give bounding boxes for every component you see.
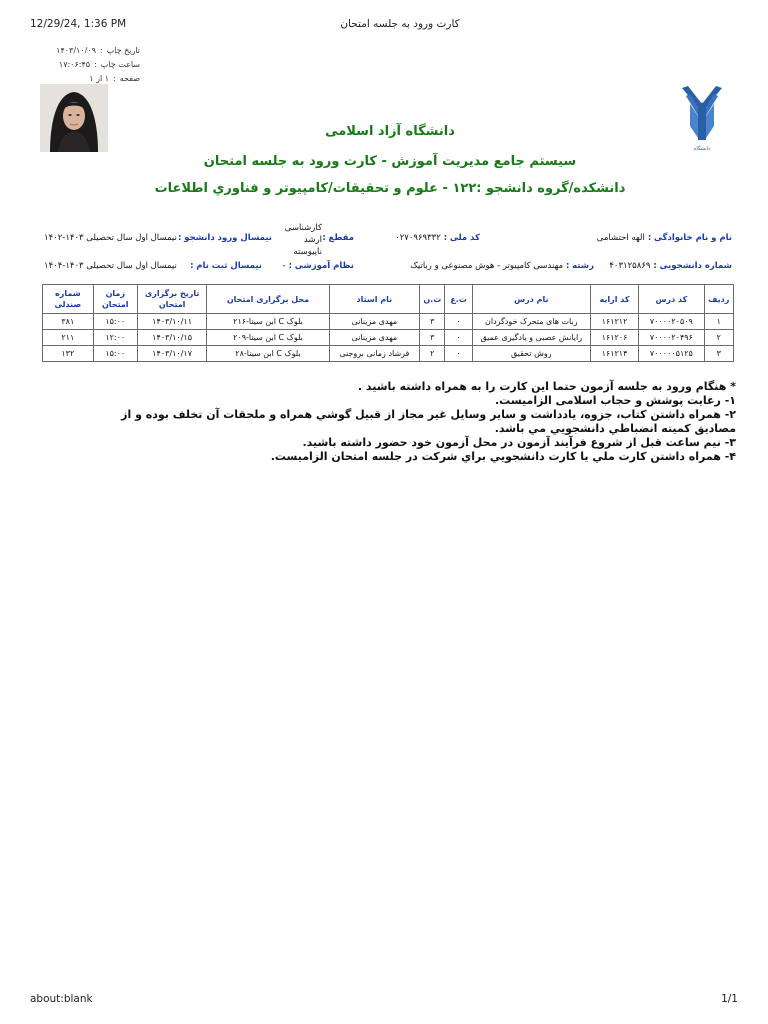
entry-term-value: نیمسال اول سال تحصیلی ۱۴۰۳-۱۴۰۲ bbox=[44, 233, 177, 243]
table-row bbox=[43, 346, 734, 362]
university-logo bbox=[680, 82, 724, 156]
print-date-row: تاریخ چاپ : ۱۴۰۳/۱۰/۰۹ bbox=[40, 44, 140, 58]
cell-exam-time: ۱۵:۰۰ bbox=[93, 346, 137, 362]
cell-practical-units: ۰ bbox=[445, 346, 472, 362]
print-date-label: تاریخ چاپ bbox=[106, 46, 140, 55]
level-value: کارشناسی ارشد ناپیوسته bbox=[284, 223, 322, 257]
cell-theory-units: ۳ bbox=[420, 330, 445, 346]
cell-row-no: ۱ bbox=[704, 314, 733, 330]
student-no-field: شماره دانشجویی : ۴۰۳۱۲۵۸۶۹ bbox=[609, 261, 732, 271]
cell-offer-code: ۱۶۱۲۰۶ bbox=[590, 330, 638, 346]
system-title: سیستم جامع مدیریت آموزش - کارت ورود به جلسه امتحان bbox=[203, 154, 577, 169]
cell-exam-time: ۱۵:۰۰ bbox=[93, 314, 137, 330]
rule-item: ۱- رعایت پوشش و حجاب اسلامی الزامیست. bbox=[495, 394, 736, 407]
cell-row-no: ۳ bbox=[704, 346, 733, 362]
cell-theory-units: ۳ bbox=[420, 314, 445, 330]
print-page-title: کارت ورود به جلسه امتحان bbox=[340, 18, 460, 30]
reg-term-label: نیمسال ثبت نام bbox=[196, 261, 262, 271]
cell-exam-date: ۱۴۰۳/۱۰/۱۱ bbox=[137, 314, 207, 330]
edu-system-label: نظام آموزشی bbox=[294, 261, 354, 271]
edu-system-value: - bbox=[282, 261, 286, 271]
print-url: about:blank bbox=[30, 993, 93, 1005]
cell-course-code: ۷۰۰۰۰۲۰۴۹۶ bbox=[639, 330, 704, 346]
student-no-value: ۴۰۳۱۲۵۸۶۹ bbox=[609, 261, 651, 271]
cell-exam-location: بلوک C ابن سینا-۲۱۶ bbox=[207, 314, 329, 330]
rule-item: ۴- همراه داشتن کارت ملي یا کارت دانشجويي براي شرکت در جلسه امتحان الزامیست. bbox=[270, 450, 736, 463]
cell-theory-units: ۲ bbox=[420, 346, 445, 362]
col-header-row-no: ردیف bbox=[704, 285, 733, 314]
cell-practical-units: ۰ bbox=[445, 314, 472, 330]
col-header-theory-units: ت.ن bbox=[420, 285, 445, 314]
print-datetime: 12/29/24, 1:36 PM bbox=[30, 18, 127, 30]
exam-rules bbox=[80, 380, 736, 464]
page-count-value: ۱ از ۱ bbox=[89, 74, 109, 83]
cell-exam-location: بلوک C ابن سینا-۲۸ bbox=[207, 346, 329, 362]
print-meta bbox=[40, 44, 140, 86]
national-code-label: کد ملی bbox=[449, 233, 480, 243]
col-header-seat-no: شماره صندلی bbox=[43, 285, 94, 314]
print-time-label: ساعت چاپ bbox=[100, 60, 140, 69]
cell-course-code: ۷۰۰۰۰۲۰۵۰۹ bbox=[639, 314, 704, 330]
col-header-exam-date: تاریخ برگزاری امتحان bbox=[137, 285, 207, 314]
page-count-row: صفحه : ۱ از ۱ bbox=[40, 72, 140, 86]
col-header-offer-code: کد ارایه bbox=[590, 285, 638, 314]
col-header-instructor: نام استاد bbox=[329, 285, 420, 314]
major-label: رشته bbox=[572, 261, 594, 271]
student-photo bbox=[40, 84, 108, 152]
exam-table bbox=[42, 284, 734, 362]
cell-course-name: ربات های متحرک خودگردان bbox=[472, 314, 590, 330]
national-code-value: ۰۲۷۰۹۶۹۳۳۲ bbox=[395, 233, 441, 243]
cell-offer-code: ۱۶۱۲۱۴ bbox=[590, 346, 638, 362]
print-date-value: ۱۴۰۳/۱۰/۰۹ bbox=[56, 46, 96, 55]
cell-exam-time: ۱۲:۰۰ bbox=[93, 330, 137, 346]
faculty-title: دانشکده/گروه دانشجو :۱۲۲ - علوم و تحقیقات/کامپیوتر و فناوري اطلاعات bbox=[154, 181, 626, 196]
level-label: مقطع bbox=[328, 233, 354, 243]
entry-term-label: نیمسال ورود دانشجو bbox=[184, 233, 272, 243]
print-time-value: ۱۷:۰۶:۴۵ bbox=[58, 60, 91, 69]
col-header-course-code: کد درس bbox=[639, 285, 704, 314]
edu-system-field: نظام آموزشی : - bbox=[282, 261, 354, 271]
svg-text:دانشگاه: دانشگاه bbox=[693, 146, 711, 152]
cell-instructor: فرشاد زمانی بروجنی bbox=[329, 346, 420, 362]
cell-seat-no: ۱۳۲ bbox=[43, 346, 94, 362]
name-field: نام و نام خانوادگی : الهه احتشامی bbox=[596, 233, 732, 243]
col-header-practical-units: ت.ع bbox=[445, 285, 472, 314]
cell-exam-location: بلوک C ابن سینا-۲۰۹ bbox=[207, 330, 329, 346]
print-page-number: 1/1 bbox=[721, 993, 738, 1005]
print-time-row: ساعت چاپ : ۱۷:۰۶:۴۵ bbox=[40, 58, 140, 72]
student-no-label: شماره دانشجویی bbox=[659, 261, 732, 271]
rule-item: ۳- نیم ساعت قبل از شروع فرآیند آزمون در محل آزمون خود حضور داشته باشید. bbox=[302, 436, 736, 449]
cell-row-no: ۲ bbox=[704, 330, 733, 346]
major-field: رشته : مهندسی کامپیوتر - هوش مصنوعی و رباتیک bbox=[410, 261, 594, 271]
table-header-row bbox=[43, 285, 734, 314]
cell-offer-code: ۱۶۱۲۱۲ bbox=[590, 314, 638, 330]
national-code-field: کد ملی : ۰۲۷۰۹۶۹۳۳۲ bbox=[395, 233, 480, 243]
col-header-exam-time: زمان امتحان bbox=[93, 285, 137, 314]
rule-item: * هنگام ورود به جلسه آزمون حتما این کارت را به همراه داشته باشید . bbox=[357, 380, 736, 393]
cell-instructor: مهدی مزینانی bbox=[329, 314, 420, 330]
col-header-exam-location: محل برگزاری امتحان bbox=[207, 285, 329, 314]
cell-seat-no: ۳۸۱ bbox=[43, 314, 94, 330]
cell-course-code: ۷۰۰۰۰۰۵۱۲۵ bbox=[639, 346, 704, 362]
reg-term-label-wrap: نیمسال ثبت نام : bbox=[190, 261, 262, 271]
table-row bbox=[43, 330, 734, 346]
cell-exam-date: ۱۴۰۳/۱۰/۱۷ bbox=[137, 346, 207, 362]
cell-exam-date: ۱۴۰۳/۱۰/۱۵ bbox=[137, 330, 207, 346]
cell-course-name: روش تحقیق bbox=[472, 346, 590, 362]
name-label: نام و نام خانوادگی bbox=[653, 233, 732, 243]
cell-practical-units: ۰ bbox=[445, 330, 472, 346]
university-title: دانشگاه آزاد اسلامی bbox=[325, 124, 455, 139]
name-value: الهه احتشامی bbox=[596, 233, 645, 243]
rule-item: ۲- همراه داشتن کتاب، جزوه، یادداشت و سایر وسایل غیر مجاز از قبیل گوشي همراه و ملحقات آن تخلف بوده و از مصادیق کمیته انضباطي دانشجويي مي باشد. bbox=[121, 408, 736, 435]
major-value: مهندسی کامپیوتر - هوش مصنوعی و رباتیک bbox=[410, 261, 564, 271]
cell-seat-no: ۲۱۱ bbox=[43, 330, 94, 346]
col-header-course-name: نام درس bbox=[472, 285, 590, 314]
page-count-label: صفحه bbox=[119, 74, 140, 83]
cell-instructor: مهدی مزینانی bbox=[329, 330, 420, 346]
cell-course-name: رایانش عصبی و یادگیری عمیق bbox=[472, 330, 590, 346]
level-label-wrap: مقطع : bbox=[322, 233, 354, 243]
reg-term-value: نیمسال اول سال تحصیلی ۱۴۰۳-۱۴۰۴ bbox=[44, 261, 177, 271]
entry-term-label-wrap: نیمسال ورود دانشجو : bbox=[178, 233, 272, 243]
table-row bbox=[43, 314, 734, 330]
